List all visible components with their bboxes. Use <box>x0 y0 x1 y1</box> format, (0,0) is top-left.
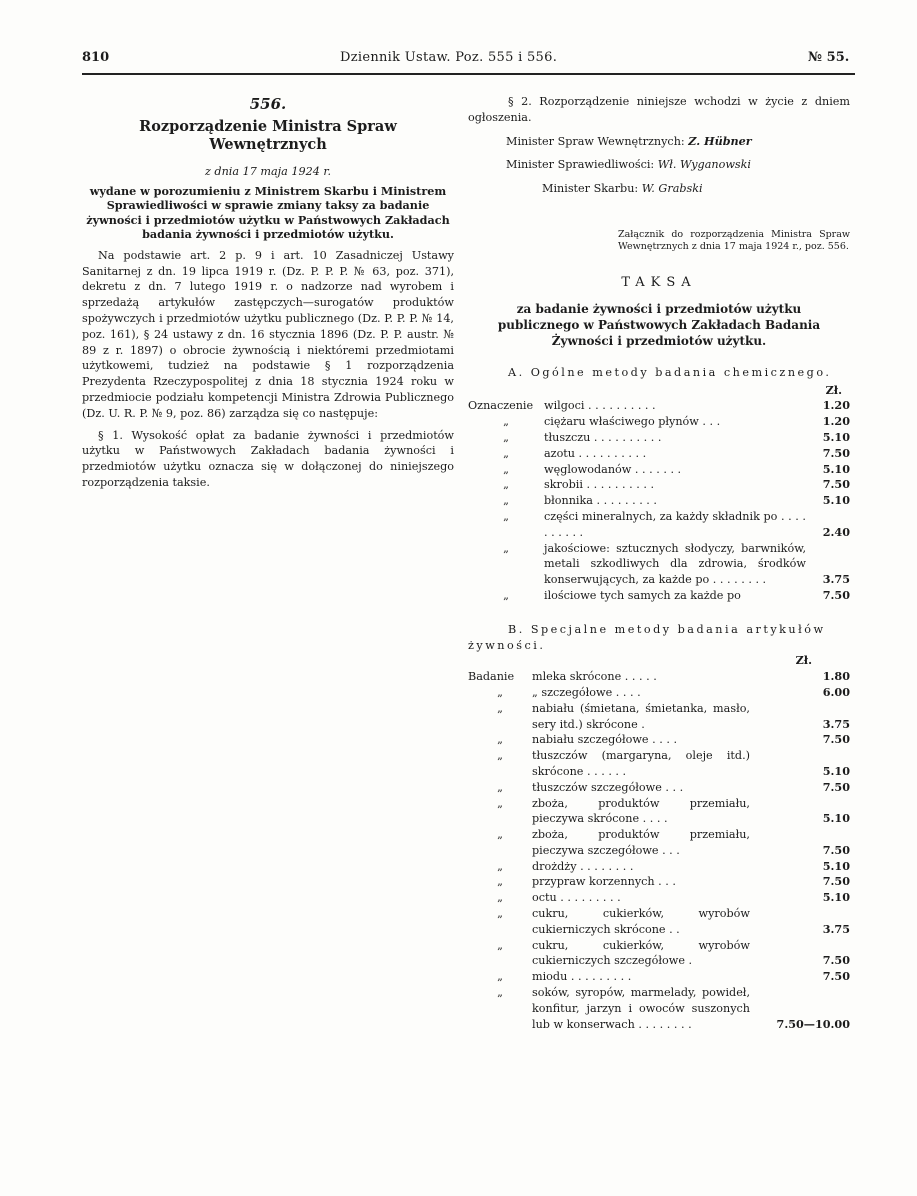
table-row <box>468 827 850 859</box>
row-prefix: „ <box>497 749 503 763</box>
row-text: „ szczegółowe . . . . <box>532 685 641 699</box>
row-prefix: „ <box>503 430 509 444</box>
row-prefix: „ <box>497 701 503 715</box>
row-value: 7.50 <box>822 842 850 857</box>
table-row <box>468 874 850 890</box>
row-value: 7.50 <box>822 969 850 984</box>
row-prefix: „ <box>497 733 503 747</box>
row-value: 1.20 <box>822 414 850 429</box>
section-b-title: B. Specjalne metody badania artykułów żywności. <box>468 622 826 652</box>
row-text: węglowodanów . . . . . . . <box>544 462 682 476</box>
row-value: 5.10 <box>822 811 850 826</box>
row-text: zboża, produktów przemiału, pieczywa szczegółowe . . . <box>532 828 750 857</box>
row-text: miodu . . . . . . . . . <box>532 970 632 984</box>
section-a-title: A. Ogólne metody badania chemicznego. <box>508 365 832 379</box>
signature-2-role: Minister Sprawiedliwości: <box>506 158 655 172</box>
row-value: 7.50 <box>822 779 850 794</box>
row-value: 1.20 <box>822 398 850 413</box>
row-prefix: „ <box>497 875 503 889</box>
row-prefix: Badanie <box>468 670 515 684</box>
issue-number: № 55. <box>808 50 850 65</box>
row-prefix: „ <box>497 891 503 905</box>
table-row <box>468 398 850 414</box>
table-row <box>468 462 850 478</box>
signature-2-name: Wł. Wyganowski <box>657 158 752 172</box>
row-text: ilościowe tych samych za każde po <box>544 588 741 602</box>
row-prefix: „ <box>497 938 503 952</box>
act-title-line2: Wewnętrznych <box>209 136 327 153</box>
row-text: przypraw korzennych . . . <box>532 875 676 889</box>
row-prefix: „ <box>503 462 509 476</box>
taksa-heading: TAKSA <box>621 274 697 290</box>
row-text: tłuszczu . . . . . . . . . . <box>544 430 662 444</box>
row-value: 3.75 <box>822 716 850 731</box>
row-value: 5.10 <box>822 763 850 778</box>
row-prefix: „ <box>497 859 503 873</box>
left-column <box>82 94 454 491</box>
row-value: 3.75 <box>822 572 850 587</box>
section-2-paragraph: § 2. Rozporządzenie niniejsze wchodzi w życie z dniem ogłoszenia. <box>468 95 850 124</box>
row-text: cukru, cukierków, wyrobów cukierniczych szczegółowe . <box>532 938 750 968</box>
row-prefix: „ <box>497 828 503 842</box>
row-text: cukru, cukierków, wyrobów cukierniczych skrócone . . <box>532 907 750 936</box>
table-row <box>468 414 850 430</box>
right-column <box>468 94 850 1032</box>
row-text: tłuszczów szczegółowe . . . <box>532 780 684 794</box>
table-row <box>468 748 850 780</box>
table-row <box>468 493 850 509</box>
row-text: części mineralnych, za każdy składnik po . . . . . . . . . . <box>544 509 806 539</box>
row-value: 7.50 <box>822 587 850 602</box>
row-text: błonnika . . . . . . . . . <box>544 494 657 508</box>
row-prefix: „ <box>503 588 509 602</box>
table-row <box>468 430 850 446</box>
table-row <box>468 859 850 875</box>
row-value: 6.00 <box>822 684 850 699</box>
row-prefix: „ <box>497 986 503 1000</box>
row-value: 5.10 <box>822 461 850 476</box>
row-value: 2.40 <box>822 524 850 539</box>
row-value: 7.50 <box>822 953 850 968</box>
table-row <box>468 938 850 970</box>
act-title <box>82 118 454 154</box>
signature-1-name: Z. Hübner <box>688 133 752 148</box>
row-text: nabiału (śmietana, śmietanka, masło, sery itd.) skrócone . <box>532 701 750 731</box>
row-prefix: „ <box>497 970 503 984</box>
row-value: 7.50 <box>822 445 850 460</box>
row-value: 7.50 <box>822 477 850 492</box>
row-text: wilgoci . . . . . . . . . . <box>544 399 656 413</box>
taksa-subtitle: za badanie żywności i przedmiotów użytku publicznego w Państwowych Zakładach Badania Żywności i przedmiotów użytku. <box>497 301 821 348</box>
row-text: soków, syropów, marmelady, powideł, konfitur, jarzyn i owoców suszonych lub w konserwach . . . . . . . . <box>532 986 750 1031</box>
row-prefix: „ <box>497 685 503 699</box>
row-prefix: „ <box>497 796 503 810</box>
table-row <box>468 701 850 733</box>
row-prefix: „ <box>503 415 509 429</box>
act-number: 556. <box>249 95 287 113</box>
table-row <box>468 446 850 462</box>
row-text: skrobii . . . . . . . . . . <box>544 478 655 492</box>
table-row <box>468 541 850 588</box>
signature-3 <box>468 181 850 197</box>
row-prefix: „ <box>503 541 509 555</box>
signature-2 <box>468 157 850 173</box>
row-value: 1.80 <box>822 669 850 684</box>
table-row <box>468 732 850 748</box>
row-text: tłuszczów (margaryna, oleje itd.) skrócone . . . . . . <box>532 749 750 778</box>
row-value: 7.50 <box>822 874 850 889</box>
act-date: z dnia 17 maja 1924 r. <box>204 165 332 178</box>
row-text: drożdży . . . . . . . . <box>532 859 634 873</box>
row-value: 5.10 <box>822 493 850 508</box>
table-row <box>468 780 850 796</box>
row-prefix: „ <box>497 780 503 794</box>
page-number: 810 <box>82 50 110 65</box>
table-row <box>468 796 850 828</box>
row-text: octu . . . . . . . . . <box>532 891 621 905</box>
section-1-paragraph: § 1. Wysokość opłat za badanie żywności i przedmiotów użytku w Państwowych Zakładach badania żywności i przedmiotów użytku oznacza się w dołączonej do niniejszego rozporządzenia taksie. <box>82 428 454 489</box>
row-text: zboża, produktów przemiału, pieczywa skrócone . . . . <box>532 796 750 826</box>
signature-3-role: Minister Skarbu: <box>542 182 639 196</box>
section-a-currency: Zł. <box>825 382 842 397</box>
row-value: 5.10 <box>822 890 850 905</box>
signature-1-role: Minister Spraw Wewnętrznych: <box>506 134 685 148</box>
row-text: azotu . . . . . . . . . . <box>544 446 647 460</box>
row-value: 3.75 <box>822 921 850 936</box>
act-subtitle: wydane w porozumieniu z Ministrem Skarbu i Ministrem Sprawiedliwości w sprawie zmiany taksy za badanie żywności i przedmiotów użytku w Państwowych Zakładach badania żywności i przedmiotów użytku. <box>86 183 450 242</box>
table-row <box>468 969 850 985</box>
section-b-currency: Zł. <box>795 653 812 668</box>
table-row <box>468 685 850 701</box>
row-text: nabiału szczegółowe . . . . <box>532 733 677 747</box>
row-prefix: „ <box>497 907 503 921</box>
running-title: Dziennik Ustaw. Poz. 555 i 556. <box>340 50 558 65</box>
section-b-table <box>468 669 850 1032</box>
signature-3-name: W. Grabski <box>641 182 703 196</box>
signature-1 <box>468 134 850 150</box>
section-a-table <box>468 398 850 603</box>
row-text: ciężaru właściwego płynów . . . <box>544 415 721 429</box>
row-value: 7.50 <box>822 732 850 747</box>
row-prefix: Oznaczenie <box>468 399 534 413</box>
row-text: mleka skrócone . . . . . <box>532 670 657 684</box>
table-row <box>468 890 850 906</box>
table-row <box>468 985 850 1032</box>
table-row <box>468 588 850 604</box>
act-title-line1: Rozporządzenie Ministra Spraw <box>139 118 397 135</box>
row-value: 5.10 <box>822 429 850 444</box>
preamble-paragraph: Na podstawie art. 2 p. 9 i art. 10 Zasadniczej Ustawy Sanitarnej z dn. 19 lipca 1919 r. (Dz. P. P. P. № 63, poz. 371), dekretu z dn. 7 lutego 1919 r. o nadzorze nad wyrobem i sprzedażą artykułów zastępczych—surogatów produktów spożywczych i przedmiotów użytku publicznego (Dz. P. P. P. № 14, poz. 161), § 24 ustawy z dn. 16 stycznia 1896 (Dz. P. P. austr. № 89 z r. 1897) o obrocie żywnością i niektóremi przedmiotami użytkowemi, tudzież na podstawie § 1 rozporządzenia Prezydenta Rzeczypospolitej z dnia 18 stycznia 1924 roku w przedmiocie podziału kompetencji Ministra Zdrowia Publicznego (Dz. U. R. P. № 9, poz. 86) zarządza się co następuje: <box>82 248 454 420</box>
row-prefix: „ <box>503 509 509 523</box>
row-prefix: „ <box>503 478 509 492</box>
annex-note: Załącznik do rozporządzenia Ministra Spraw Wewnętrznych z dnia 17 maja 1924 r., poz. 556. <box>618 228 850 252</box>
table-row <box>468 477 850 493</box>
row-text: jakościowe: sztucznych słodyczy, barwników, metali szkodliwych dla zdrowia, środków konserwujących, za każde po . . . . . . . . <box>544 541 806 587</box>
table-row <box>468 509 850 541</box>
table-row <box>468 669 850 685</box>
row-prefix: „ <box>503 494 509 508</box>
row-prefix: „ <box>503 446 509 460</box>
row-value: 7.50—10.00 <box>776 1016 850 1031</box>
row-value: 5.10 <box>822 858 850 873</box>
header-rule <box>82 73 855 75</box>
table-row <box>468 906 850 938</box>
